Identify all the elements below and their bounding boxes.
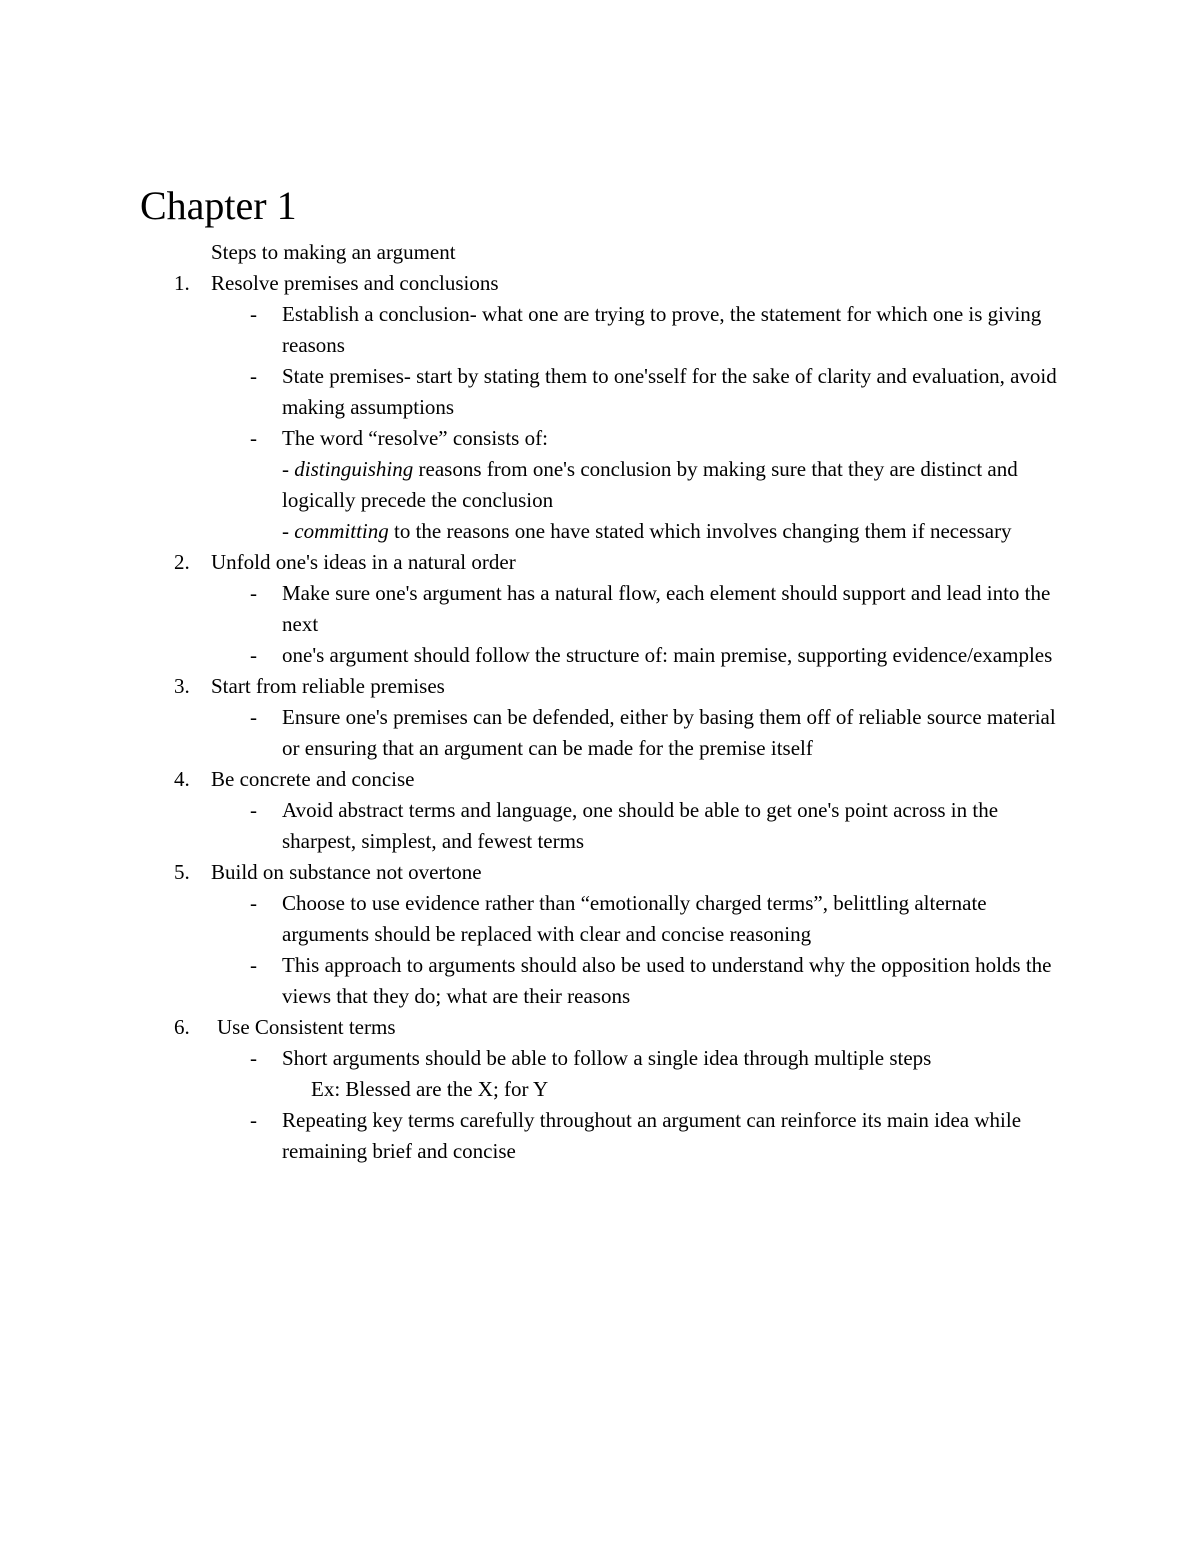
item-heading: Start from reliable premises	[211, 674, 445, 698]
resolve-part	[282, 454, 1062, 516]
bullet-text: Ensure one's premises can be defended, either by basing them off of reliable source material or ensuring that an argument can be made for the premise itself	[282, 705, 1056, 760]
bullet	[250, 702, 1062, 764]
bullet	[250, 640, 1062, 671]
bullet-text: Short arguments should be able to follow a single idea through multiple steps	[282, 1046, 932, 1070]
list-item	[0, 764, 1200, 857]
item-number: 3.	[174, 674, 190, 698]
resolve-part-rest: reasons from one's conclusion by making sure that they are distinct and logically precede the conclusion	[282, 457, 1018, 512]
bullet-text: Avoid abstract terms and language, one should be able to get one's point across in the sharpest, simplest, and fewest terms	[282, 798, 999, 853]
resolve-part-prefix: -	[282, 519, 295, 543]
bullet-text: This approach to arguments should also be used to understand why the opposition holds the views that they do; what are their reasons	[282, 953, 1052, 1008]
dash-marker: -	[250, 953, 257, 977]
dash-marker: -	[250, 364, 257, 388]
bullet	[250, 950, 1062, 1012]
bullet	[250, 423, 1062, 547]
resolve-part-term: committing	[294, 519, 389, 543]
dash-marker: -	[250, 891, 257, 915]
bullet-text: The word “resolve” consists of:	[282, 426, 548, 450]
bullet-text: Establish a conclusion- what one are trying to prove, the statement for which one is giving reasons	[282, 302, 1042, 357]
bullet	[250, 299, 1062, 361]
resolve-part-prefix: -	[282, 457, 295, 481]
bullet	[250, 1043, 1062, 1105]
bullet-text: one's argument should follow the structure of: main premise, supporting evidence/examples	[282, 643, 1053, 667]
list-item	[0, 857, 1200, 1012]
bullet	[250, 795, 1062, 857]
item-heading: Use Consistent terms	[217, 1015, 396, 1039]
bullet-text: Make sure one's argument has a natural flow, each element should support and lead into the next	[282, 581, 1051, 636]
item-number: 4.	[174, 767, 190, 791]
bullet	[250, 1105, 1062, 1167]
list-item	[0, 1012, 1200, 1167]
example-line: Ex: Blessed are the X; for Y	[311, 1077, 549, 1101]
item-heading: Resolve premises and conclusions	[211, 271, 499, 295]
dash-marker: -	[250, 426, 257, 450]
steps-list	[0, 268, 1200, 1167]
bullet-text: Choose to use evidence rather than “emotionally charged terms”, belittling alternate arguments should be replaced with clear and concise reasoning	[282, 891, 987, 946]
item-number: 5.	[174, 860, 190, 884]
dash-marker: -	[250, 302, 257, 326]
item-heading: Unfold one's ideas in a natural order	[211, 550, 516, 574]
dash-marker: -	[250, 581, 257, 605]
dash-marker: -	[250, 1108, 257, 1132]
item-heading: Be concrete and concise	[211, 767, 415, 791]
dash-marker: -	[250, 705, 257, 729]
list-item	[0, 671, 1200, 764]
bullet-text: Repeating key terms carefully throughout an argument can reinforce its main idea while remaining brief and concise	[282, 1108, 1022, 1163]
dash-marker: -	[250, 798, 257, 822]
dash-marker: -	[250, 1046, 257, 1070]
resolve-part-term: distinguishing	[294, 457, 414, 481]
bullet-text: State premises- start by stating them to one'sself for the sake of clarity and evaluation, avoid making assumptions	[282, 364, 1057, 419]
list-item	[0, 547, 1200, 671]
bullet	[250, 361, 1062, 423]
list-item	[0, 268, 1200, 547]
dash-marker: -	[250, 643, 257, 667]
item-number: 6.	[174, 1015, 190, 1039]
bullet	[250, 578, 1062, 640]
resolve-part	[282, 516, 1062, 547]
chapter-title: Chapter 1	[140, 183, 297, 228]
intro-line: Steps to making an argument	[211, 240, 456, 264]
resolve-part-rest: to the reasons one have stated which involves changing them if necessary	[388, 519, 1012, 543]
item-number: 2.	[174, 550, 190, 574]
bullet	[250, 888, 1062, 950]
item-heading: Build on substance not overtone	[211, 860, 482, 884]
item-number: 1.	[174, 271, 190, 295]
